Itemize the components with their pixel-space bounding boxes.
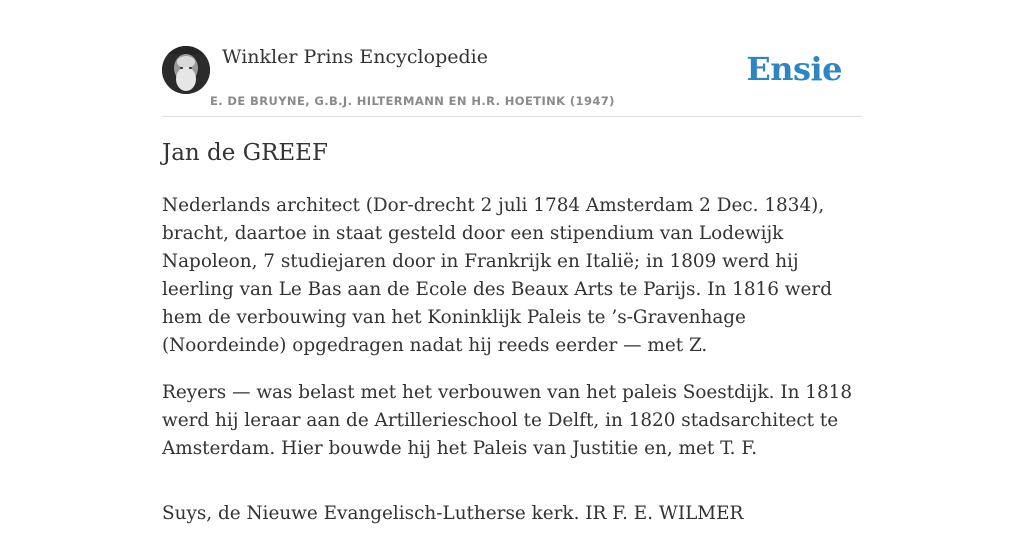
ensie-logo[interactable]: Ensie xyxy=(746,50,842,88)
article-paragraph: Reyers — was belast met het verbouwen van het paleis Soestdijk. In 1818 werd hij leraar aan de Artillerieschool te Delft, in 1820 stadsarchitect te Amsterdam. Hier bouwde hij het Paleis van Justitie en, met T. F. xyxy=(162,382,853,459)
page-header xyxy=(162,40,862,117)
site-title[interactable]: Winkler Prins Encyclopedie xyxy=(222,46,488,68)
article-paragraph: Nederlands architect (Dor-drecht 2 juli 1784 Amsterdam 2 Dec. 1834), bracht, daartoe in staat gesteld door een stipendium van Lodewijk Napoleon, 7 studiejaren door in Frankrijk en Italië; in 1809 werd hij leerling van Le Bas aan de Ecole des Beaux Arts te Parijs. In 1816 werd hem de verbouwing van het Koninklijk Paleis te ’s-Gravenhage (Noordeinde) opgedragen nadat hij reeds eerder — met Z. xyxy=(162,195,832,356)
authors-credit: E. DE BRUYNE, G.B.J. HILTERMANN EN H.R. HOETINK (1947) xyxy=(210,94,615,108)
article-title: Jan de GREEF xyxy=(162,140,328,166)
portrait-image xyxy=(162,46,210,94)
author-avatar[interactable] xyxy=(162,46,210,94)
article-paragraph: Suys, de Nieuwe Evangelisch-Lutherse kerk. IR F. E. WILMER xyxy=(162,503,744,524)
article-body xyxy=(162,192,866,547)
